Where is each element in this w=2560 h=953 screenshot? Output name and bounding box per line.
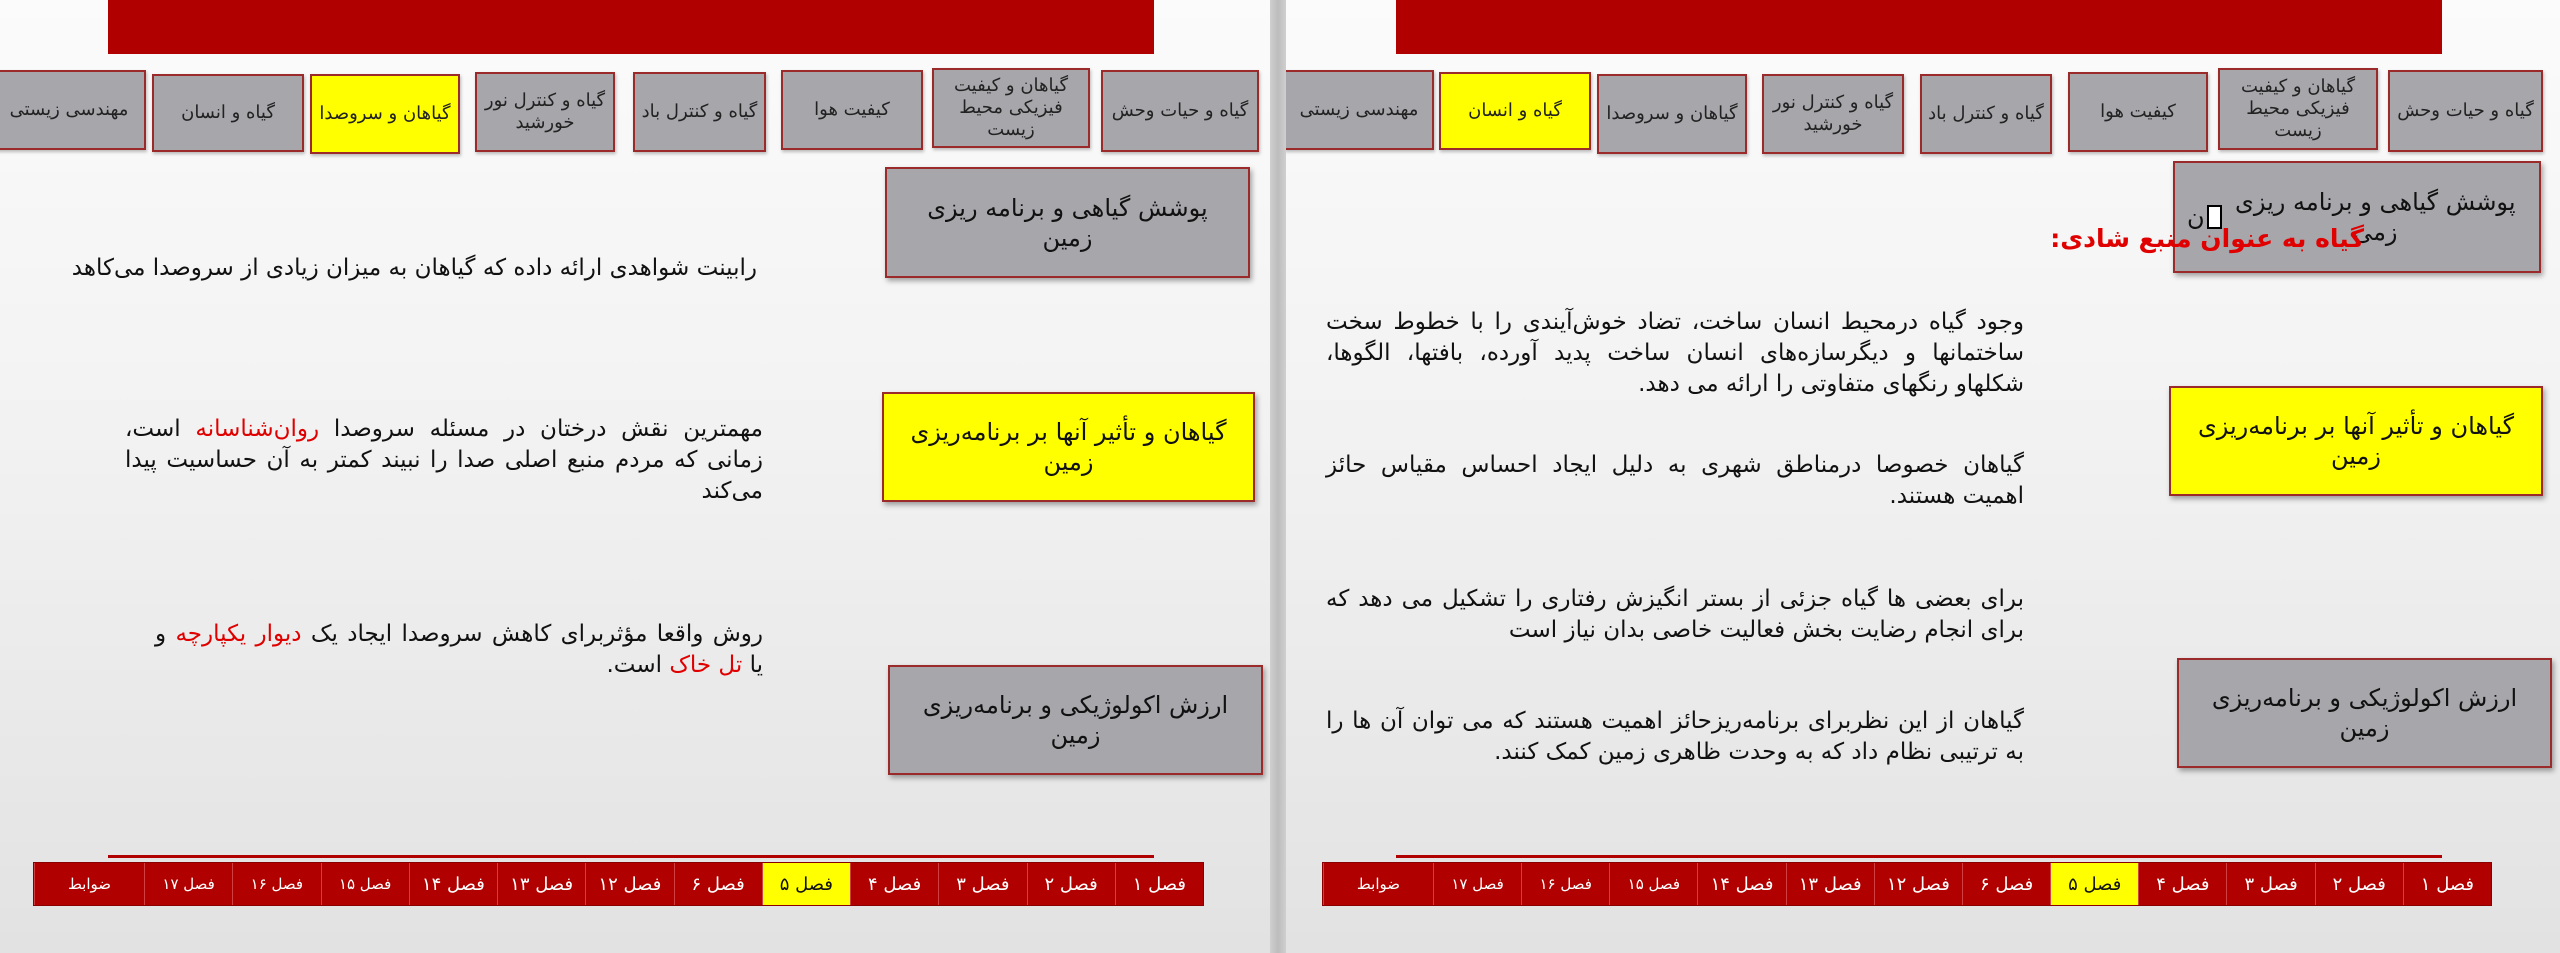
footer-divider xyxy=(1396,855,2442,858)
nav-plant-human[interactable]: گیاه و انسان xyxy=(1439,72,1591,150)
side-vegetation-planning[interactable]: پوشش گیاهی و برنامه ریزی زمین xyxy=(885,167,1250,278)
paragraph-text: است. xyxy=(606,652,670,678)
section-heading: گیاه به عنوان منبع شادی: xyxy=(2050,224,2364,253)
side-vegetation-planning[interactable] xyxy=(2173,161,2541,273)
footer-tab-ch5[interactable]: فصل ۵ xyxy=(2050,863,2138,905)
footer-tab-regulations[interactable]: ضوابط xyxy=(1323,863,1433,905)
slide-divider xyxy=(1270,0,1286,953)
side-ecological-value[interactable]: ارزش اکولوژیکی و برنامه‌ریزی زمین xyxy=(888,665,1263,775)
nav-air-quality[interactable]: کیفیت هوا xyxy=(2068,72,2208,152)
nav-sun-control[interactable]: گیاه و کنترل نور خورشید xyxy=(475,72,615,152)
footer-tab-ch5[interactable]: فصل ۵ xyxy=(762,863,850,905)
footer-tab-ch16[interactable]: فصل ۱۶ xyxy=(232,863,320,905)
highlight-text: تل خاک xyxy=(669,652,743,678)
chapter-nav xyxy=(1322,862,2492,906)
slide-right xyxy=(1286,0,2560,953)
footer-tab-ch14[interactable]: فصل ۱۴ xyxy=(1697,863,1785,905)
footer-tab-ch15[interactable]: فصل ۱۵ xyxy=(1609,863,1697,905)
side-ecological-value[interactable]: ارزش اکولوژیکی و برنامه‌ریزی زمین xyxy=(2177,658,2552,768)
footer-tab-ch12[interactable]: فصل ۱۲ xyxy=(1874,863,1962,905)
side-plants-impact-planning[interactable]: گیاهان و تأثیر آنها بر برنامه‌ریزی زمین xyxy=(882,392,1255,502)
side-plants-impact-planning[interactable]: گیاهان و تأثیر آنها بر برنامه‌ریزی زمین xyxy=(2169,386,2543,496)
nav-wildlife[interactable]: گیاه و حیات وحش xyxy=(2388,70,2543,152)
paragraph-contrast: وجود گیاه درمحیط انسان ساخت، تضاد خوش‌آیندی را با خطوط سخت ساختمانها و دیگرسازه‌های انسان ساخت پدید آورده، بافتها، الگوها، شکلهاو رنگهای متفاوتی را ارائه می دهد. xyxy=(1326,309,2024,397)
footer-tab-ch14[interactable]: فصل ۱۴ xyxy=(409,863,497,905)
paragraph-text: روش واقعا مؤثربرای کاهش سروصدا ایجاد یک xyxy=(301,621,764,647)
paragraph-psychological-role xyxy=(125,414,763,507)
title-bar xyxy=(1396,0,2442,54)
nav-noise[interactable]: گیاهان و سروصدا xyxy=(1597,74,1747,154)
footer-tab-ch13[interactable]: فصل ۱۳ xyxy=(497,863,585,905)
footer-tab-ch6[interactable]: فصل ۶ xyxy=(674,863,762,905)
nav-environment-quality[interactable]: گیاهان و کیفیت فیزیکی محیط زیست xyxy=(932,68,1090,148)
paragraph-text: است، زمانی که مردم منبع اصلی صدا را نبیند کمتر به آن حساسیت پیدا می‌کند xyxy=(125,416,763,504)
title-bar xyxy=(108,0,1154,54)
nav-plant-human[interactable]: گیاه و انسان xyxy=(152,74,304,152)
side-box-label: ن xyxy=(2187,203,2205,231)
chapter-nav xyxy=(33,862,1204,906)
nav-environment-quality[interactable]: گیاهان و کیفیت فیزیکی محیط زیست xyxy=(2218,68,2378,150)
nav-wildlife[interactable]: گیاه و حیات وحش xyxy=(1101,70,1259,152)
footer-tab-ch3[interactable]: فصل ۳ xyxy=(938,863,1026,905)
footer-tab-ch3[interactable]: فصل ۳ xyxy=(2226,863,2314,905)
paragraph-behavior: برای بعضی ها گیاه جزئی از بستر انگیزش رفتاری را تشکیل می دهد که برای انجام رضایت بخش فعالیت خاصی بدان نیاز است xyxy=(1326,586,2024,643)
slide-left xyxy=(0,0,1270,953)
paragraph-scale: گیاهان خصوصا درمناطق شهری به دلیل ایجاد احساس مقیاس حائز اهمیت هستند. xyxy=(1326,452,2024,509)
footer-tab-ch1[interactable]: فصل ۱ xyxy=(2403,863,2491,905)
nav-sun-control[interactable]: گیاه و کنترل نور خورشید xyxy=(1762,74,1904,154)
nav-wind-control[interactable]: گیاه و کنترل باد xyxy=(633,72,766,152)
footer-tab-ch4[interactable]: فصل ۴ xyxy=(2138,863,2226,905)
footer-tab-ch6[interactable]: فصل ۶ xyxy=(1962,863,2050,905)
footer-tab-regulations[interactable]: ضوابط xyxy=(34,863,144,905)
nav-air-quality[interactable]: کیفیت هوا xyxy=(781,70,923,150)
nav-noise[interactable]: گیاهان و سروصدا xyxy=(310,74,460,154)
footer-tab-ch4[interactable]: فصل ۴ xyxy=(850,863,938,905)
paragraph-noise-evidence: رابینت شواهدی ارائه داده که گیاهان به میزان زیادی از سروصدا می‌کاهد xyxy=(71,255,757,281)
side-box-label: پوشش گیاهی و برنامه ریزی زمی xyxy=(2235,188,2516,246)
paragraph-text: مهمترین نقش درختان در مسئله سروصدا xyxy=(319,416,763,442)
nav-wind-control[interactable]: گیاه و کنترل باد xyxy=(1920,74,2052,154)
footer-tab-ch1[interactable]: فصل ۱ xyxy=(1115,863,1203,905)
nav-bioengineering[interactable]: مهندسی زیستی xyxy=(1286,70,1434,150)
footer-tab-ch2[interactable]: فصل ۲ xyxy=(2315,863,2403,905)
paragraph-unity: گیاهان از این نظربرای برنامه‌ریزحائز اهمیت هستند که می توان آن ها را به ترتیبی نظام داد که به وحدت ظاهری زمین کمک کنند. xyxy=(1326,708,2024,765)
footer-tab-ch17[interactable]: فصل ۱۷ xyxy=(144,863,232,905)
nav-bioengineering[interactable]: مهندسی زیستی xyxy=(0,70,146,150)
footer-divider xyxy=(108,855,1154,858)
footer-tab-ch13[interactable]: فصل ۱۳ xyxy=(1786,863,1874,905)
highlight-text: روان‌شناسانه xyxy=(195,416,320,442)
paragraph-effective-method xyxy=(155,619,763,681)
highlight-text: دیوار یکپارچه xyxy=(175,621,302,647)
footer-tab-ch15[interactable]: فصل ۱۵ xyxy=(321,863,409,905)
footer-tab-ch12[interactable]: فصل ۱۲ xyxy=(585,863,673,905)
footer-tab-ch17[interactable]: فصل ۱۷ xyxy=(1433,863,1521,905)
paragraph-text: و یا xyxy=(155,621,763,678)
footer-tab-ch2[interactable]: فصل ۲ xyxy=(1027,863,1115,905)
footer-tab-ch16[interactable]: فصل ۱۶ xyxy=(1521,863,1609,905)
